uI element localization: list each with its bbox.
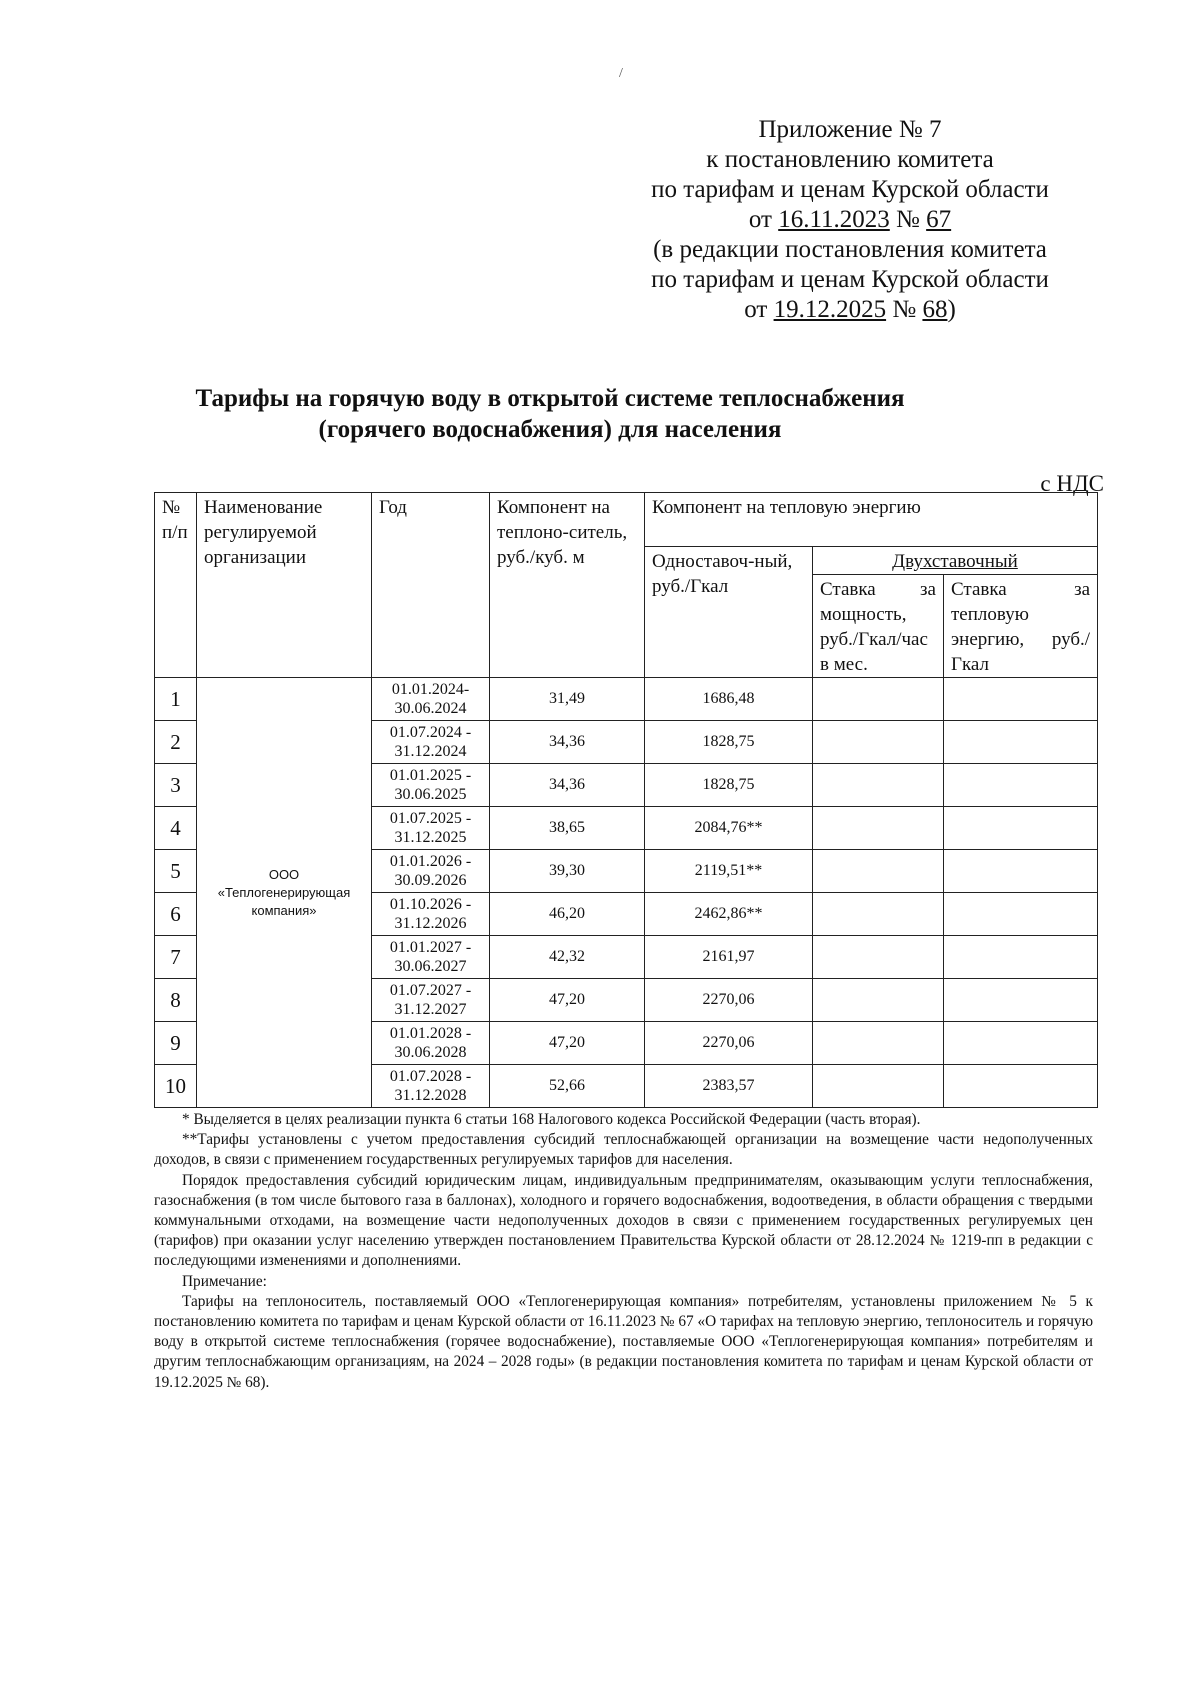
row-number: 1	[155, 678, 197, 721]
decree-date: 16.11.2023	[778, 206, 890, 233]
capacity-value	[813, 893, 944, 936]
energy-value	[944, 1022, 1098, 1065]
period-cell	[372, 936, 490, 979]
header-energy: Ставка за тепловую энергию, руб./Гкал	[944, 575, 1098, 678]
period-start: 01.01.2027 -	[389, 939, 472, 956]
carrier-value: 52,66	[490, 1065, 645, 1108]
period-cell	[372, 850, 490, 893]
appendix-line: к постановлению комитета	[706, 146, 994, 173]
scan-mark: /	[619, 66, 623, 81]
energy-value	[944, 893, 1098, 936]
appendix-date-line: от 16.11.2023 № 67	[748, 206, 952, 233]
capacity-value	[813, 807, 944, 850]
carrier-value: 31,49	[490, 678, 645, 721]
period-end: 31.12.2028	[394, 1087, 467, 1104]
capacity-value	[813, 1022, 944, 1065]
appendix-line: по тарифам и ценам Курской области	[651, 266, 1049, 293]
one-part-value: 2161,97	[645, 936, 813, 979]
one-part-value: 2084,76**	[645, 807, 813, 850]
remark-label: Примечание:	[182, 1272, 267, 1290]
capacity-value	[813, 979, 944, 1022]
period-start: 01.07.2025 -	[389, 810, 472, 827]
period-cell	[372, 893, 490, 936]
period-start: 01.07.2028 -	[389, 1068, 472, 1085]
energy-value	[944, 764, 1098, 807]
capacity-value	[813, 1065, 944, 1108]
period-cell	[372, 1022, 490, 1065]
carrier-value: 47,20	[490, 979, 645, 1022]
org-line: «Теплогенерирующая компания»	[217, 884, 351, 918]
energy-value	[944, 850, 1098, 893]
period-start: 01.10.2026 -	[389, 896, 472, 913]
period-cell	[372, 807, 490, 850]
carrier-value: 38,65	[490, 807, 645, 850]
one-part-value: 2383,57	[645, 1065, 813, 1108]
row-number: 4	[155, 807, 197, 850]
period-end: 30.06.2024	[394, 700, 467, 717]
footnote-subsidy: **Тарифы установлены с учетом предоставления субсидий теплоснабжающей организации на возмещение части недополученных доходов, в связи с применением государственных регулируемых тарифов для населения.	[154, 1131, 1093, 1169]
row-number: 8	[155, 979, 197, 1022]
document-title	[150, 383, 950, 445]
row-number: 7	[155, 936, 197, 979]
appendix-header	[600, 115, 1100, 325]
energy-value	[944, 721, 1098, 764]
energy-value	[944, 936, 1098, 979]
period-end: 31.12.2025	[394, 829, 467, 846]
vat-note: с НДС	[1040, 471, 1104, 496]
notes-section	[154, 1110, 1093, 1393]
period-cell	[372, 764, 490, 807]
tariff-table	[154, 492, 1098, 1108]
appendix-date-line: от 19.12.2025 № 68)	[744, 296, 956, 323]
period-start: 01.07.2027 -	[389, 982, 472, 999]
period-end: 31.12.2024	[394, 743, 467, 760]
period-start: 01.01.2026 -	[389, 853, 472, 870]
carrier-value: 34,36	[490, 721, 645, 764]
one-part-value: 2119,51**	[645, 850, 813, 893]
footnote-vat: * Выделяется в целях реализации пункта 6 статьи 168 Налогового кодекса Российской Федерации (часть вторая).	[182, 1111, 921, 1128]
period-cell	[372, 678, 490, 721]
row-number: 6	[155, 893, 197, 936]
period-cell	[372, 721, 490, 764]
period-cell	[372, 1065, 490, 1108]
energy-value	[944, 807, 1098, 850]
one-part-value: 1828,75	[645, 721, 813, 764]
header-num: № п/п	[155, 493, 197, 678]
period-cell	[372, 979, 490, 1022]
one-part-value: 2270,06	[645, 1022, 813, 1065]
title-line: (горячего водоснабжения) для населения	[318, 416, 782, 443]
header-year: Год	[372, 493, 490, 678]
period-end: 31.12.2026	[394, 915, 467, 932]
one-part-value: 2270,06	[645, 979, 813, 1022]
carrier-value: 47,20	[490, 1022, 645, 1065]
row-number: 5	[155, 850, 197, 893]
row-number: 10	[155, 1065, 197, 1108]
table-row	[155, 678, 1098, 721]
amend-number: 68	[922, 296, 948, 323]
period-end: 31.12.2027	[394, 1001, 467, 1018]
period-end: 30.06.2025	[394, 786, 467, 803]
period-start: 01.01.2025 -	[389, 767, 472, 784]
period-start: 01.07.2024 -	[389, 724, 472, 741]
appendix-line: (в редакции постановления комитета	[653, 236, 1047, 263]
one-part-value: 1828,75	[645, 764, 813, 807]
energy-value	[944, 979, 1098, 1022]
row-number: 3	[155, 764, 197, 807]
org-line: ООО	[268, 866, 300, 882]
capacity-value	[813, 721, 944, 764]
energy-value	[944, 678, 1098, 721]
carrier-value: 46,20	[490, 893, 645, 936]
subsidy-procedure: Порядок предоставления субсидий юридическим лицам, индивидуальным предпринимателям, оказывающим услуги теплоснабжения, газоснабжения (в том числе бытового газа в баллонах), холодного и горячего водоснабжения, водоотведения, в области обращения с твердыми коммунальными отходами, на возмещение части недополученных доходов в связи с применением государственных регулируемых цен (тарифов) при оказании услуг населению утвержден постановлением Правительства Курской области от 28.12.2024 № 1219-пп в редакции с последующими изменениями и дополнениями.	[154, 1171, 1093, 1270]
period-end: 30.06.2028	[394, 1044, 467, 1061]
energy-value	[944, 1065, 1098, 1108]
period-end: 30.09.2026	[394, 872, 467, 889]
capacity-value	[813, 850, 944, 893]
header-heat: Компонент на тепловую энергию	[645, 493, 1098, 547]
period-end: 30.06.2027	[394, 958, 467, 975]
one-part-value: 1686,48	[645, 678, 813, 721]
carrier-value: 42,32	[490, 936, 645, 979]
capacity-value	[813, 936, 944, 979]
decree-number: 67	[926, 206, 952, 233]
header-capacity: Ставка за мощность, руб./Гкал/час в мес.	[813, 575, 944, 678]
capacity-value	[813, 764, 944, 807]
period-start: 01.01.2024-	[391, 681, 470, 698]
title-line: Тарифы на горячую воду в открытой системе теплоснабжения	[195, 385, 905, 412]
header-carrier: Компонент на теплоно-ситель, руб./куб. м	[490, 493, 645, 678]
appendix-line: по тарифам и ценам Курской области	[651, 176, 1049, 203]
carrier-value: 34,36	[490, 764, 645, 807]
period-start: 01.01.2028 -	[389, 1025, 472, 1042]
organization-name	[197, 678, 372, 1108]
header-org: Наименование регулируемой организации	[197, 493, 372, 678]
row-number: 2	[155, 721, 197, 764]
row-number: 9	[155, 1022, 197, 1065]
capacity-value	[813, 678, 944, 721]
header-two-part: Двухставочный	[813, 547, 1098, 575]
appendix-number: Приложение № 7	[758, 116, 942, 143]
header-one-part: Одноставоч-ный, руб./Гкал	[645, 547, 813, 678]
remark-text: Тарифы на теплоноситель, поставляемый ООО «Теплогенерирующая компания» потребителям, установлены приложением № 5 к постановлению комитета по тарифам и ценам Курской области от 16.11.2023 № 67 «О тарифах на тепловую энергию, теплоноситель и горячую воду в открытой системе теплоснабжения (горячее водоснабжение), поставляемые ООО «Теплогенерирующая компания» потребителям и другим теплоснабжающим организациям, на 2024 – 2028 годы» (в редакции постановления комитета по тарифам и ценам Курской области от 19.12.2025 № 68).	[154, 1292, 1093, 1391]
amend-date: 19.12.2025	[773, 296, 887, 323]
carrier-value: 39,30	[490, 850, 645, 893]
one-part-value: 2462,86**	[645, 893, 813, 936]
